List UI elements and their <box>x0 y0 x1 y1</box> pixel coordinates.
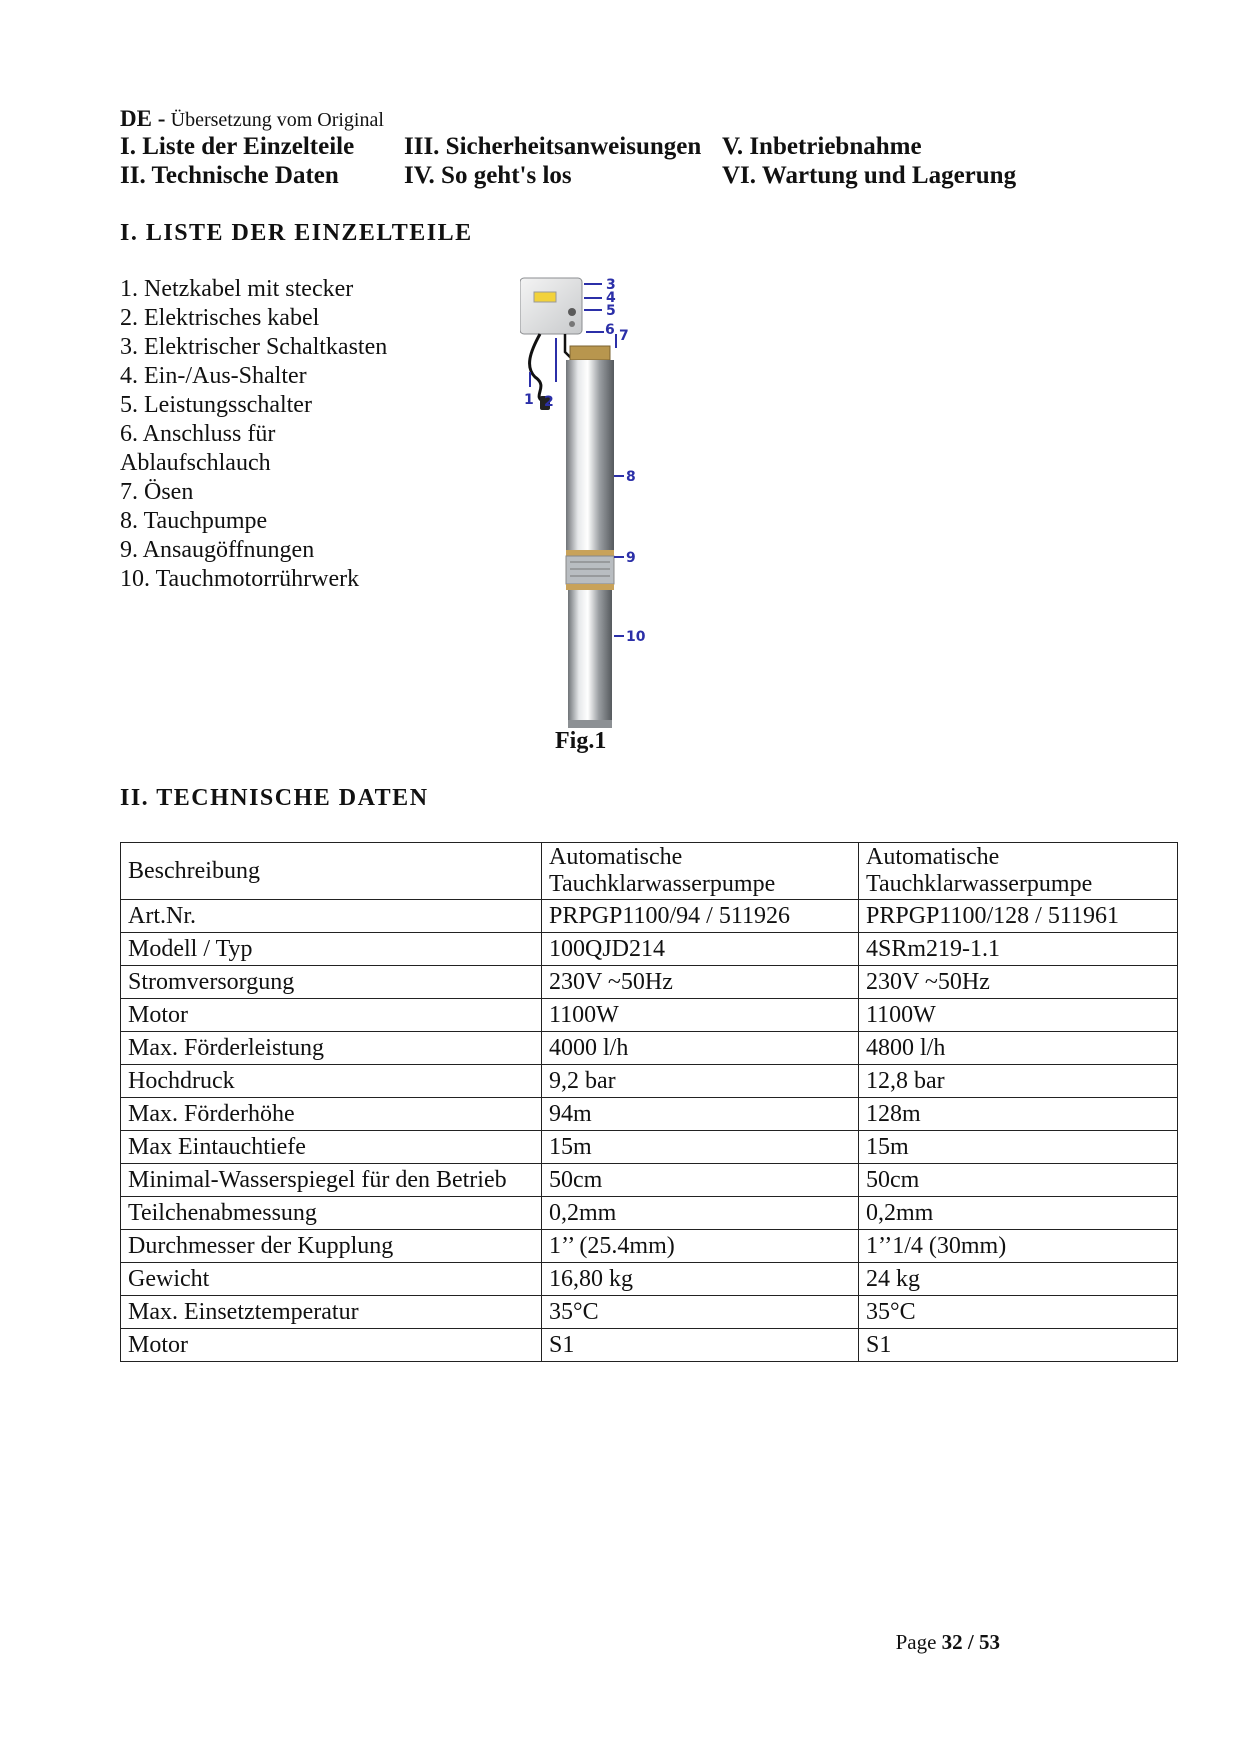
toc-item-5: V. Inbetriebnahme <box>722 133 922 160</box>
table-cell: Gewicht <box>121 1263 542 1296</box>
table-row <box>121 1263 1178 1296</box>
table-cell: Automatische Tauchklarwasserpumpe <box>859 843 1178 900</box>
translation-note: Übersetzung vom Original <box>170 109 384 131</box>
table-cell: 1’’1/4 (30mm) <box>859 1230 1178 1263</box>
language-code: DE - <box>120 106 166 131</box>
table-cell: 16,80 kg <box>542 1263 859 1296</box>
switch <box>568 308 576 316</box>
table-cell: Automatische Tauchklarwasserpumpe <box>542 843 859 900</box>
figure-label: 5 <box>606 303 616 319</box>
table-row <box>121 1329 1178 1362</box>
table-cell: 100QJD214 <box>542 933 859 966</box>
table-row <box>121 843 1178 900</box>
table-cell: 50cm <box>542 1164 859 1197</box>
table-row <box>121 900 1178 933</box>
table-cell: Art.Nr. <box>121 900 542 933</box>
language-line <box>120 106 384 132</box>
toc-item-1: I. Liste der Einzelteile <box>120 133 355 160</box>
motor-body <box>568 590 612 720</box>
section-heading-specs: II. TECHNISCHE DATEN <box>120 785 429 811</box>
page-word: Page <box>895 1630 937 1654</box>
figure-label: 4 <box>606 290 616 306</box>
table-row <box>121 1164 1178 1197</box>
table-cell: 50cm <box>859 1164 1178 1197</box>
table-row <box>121 966 1178 999</box>
table-row <box>121 1197 1178 1230</box>
table-cell: 4SRm219-1.1 <box>859 933 1178 966</box>
table-cell: 94m <box>542 1098 859 1131</box>
list-item: 5. Leistungsschalter <box>120 392 312 418</box>
table-row <box>121 1032 1178 1065</box>
table-cell: Stromversorgung <box>121 966 542 999</box>
table-cell: 230V ~50Hz <box>859 966 1178 999</box>
table-cell: 1’’ (25.4mm) <box>542 1230 859 1263</box>
list-item: 10. Tauchmotorrührwerk <box>120 566 360 592</box>
page-number <box>896 1630 1000 1655</box>
table-row <box>121 933 1178 966</box>
figure-label: 8 <box>626 469 636 485</box>
table-cell: 128m <box>859 1098 1178 1131</box>
toc-item-6: VI. Wartung und Lagerung <box>722 162 1017 189</box>
table-cell: 15m <box>859 1131 1178 1164</box>
parts-list <box>120 275 480 594</box>
list-item: 8. Tauchpumpe <box>120 508 268 534</box>
table-row <box>121 1296 1178 1329</box>
figure-label: 9 <box>626 550 636 566</box>
figure-label: 10 <box>626 629 646 645</box>
table-cell: Durchmesser der Kupplung <box>121 1230 542 1263</box>
outlet-brass <box>570 346 610 360</box>
table-cell: 12,8 bar <box>859 1065 1178 1098</box>
table-cell: Motor <box>121 1329 542 1362</box>
pump-body <box>566 360 614 550</box>
table-cell: 0,2mm <box>542 1197 859 1230</box>
table-cell: Max. Förderhöhe <box>121 1098 542 1131</box>
intake-screen <box>566 556 614 584</box>
table-cell: 4000 l/h <box>542 1032 859 1065</box>
table-cell: S1 <box>859 1329 1178 1362</box>
figure-label: 7 <box>619 328 629 344</box>
list-item: 1. Netzkabel mit stecker <box>120 276 354 302</box>
section-heading-parts: I. LISTE DER EINZELTEILE <box>120 220 473 246</box>
band <box>566 584 614 590</box>
table-cell: 1100W <box>542 999 859 1032</box>
figure-label: 1 <box>524 392 534 408</box>
list-item: 7. Ösen <box>120 479 194 505</box>
toc-item-4: IV. So geht's los <box>404 162 572 189</box>
pump-figure <box>520 272 670 732</box>
table-cell: 35°C <box>542 1296 859 1329</box>
table-cell: 15m <box>542 1131 859 1164</box>
table-cell: Beschreibung <box>121 843 542 900</box>
page-current: 32 <box>941 1630 963 1654</box>
table-cell: Motor <box>121 999 542 1032</box>
page-separator: / <box>967 1630 974 1654</box>
list-item: 2. Elektrisches kabel <box>120 305 320 331</box>
table-cell: 9,2 bar <box>542 1065 859 1098</box>
table-cell: Minimal-Wasserspiegel für den Betrieb <box>121 1164 542 1197</box>
control-box-label <box>534 292 556 302</box>
figure-label: 6 <box>605 322 615 338</box>
table-cell: 0,2mm <box>859 1197 1178 1230</box>
table-cell: S1 <box>542 1329 859 1362</box>
table-row <box>121 1131 1178 1164</box>
figure-label: 3 <box>606 277 616 293</box>
list-item: 9. Ansaugöffnungen <box>120 537 315 563</box>
figure-label: 2 <box>544 394 554 410</box>
table-cell: 230V ~50Hz <box>542 966 859 999</box>
table-cell: 1100W <box>859 999 1178 1032</box>
list-item: 4. Ein-/Aus-Shalter <box>120 363 307 389</box>
toc-item-2: II. Technische Daten <box>120 162 339 189</box>
band <box>566 550 614 556</box>
page-total: 53 <box>979 1630 1000 1654</box>
table-cell: Max. Einsetztemperatur <box>121 1296 542 1329</box>
motor-base <box>568 720 612 728</box>
breaker <box>569 321 575 327</box>
table-row <box>121 1230 1178 1263</box>
table-cell: 24 kg <box>859 1263 1178 1296</box>
table-cell: Teilchenabmessung <box>121 1197 542 1230</box>
list-item: 3. Elektrischer Schaltkasten <box>120 334 388 360</box>
table-cell: PRPGP1100/128 / 511961 <box>859 900 1178 933</box>
table-cell: Max Eintauchtiefe <box>121 1131 542 1164</box>
table-cell: Max. Förderleistung <box>121 1032 542 1065</box>
table-cell: Modell / Typ <box>121 933 542 966</box>
figure-caption: Fig.1 <box>555 728 607 754</box>
table-cell: 35°C <box>859 1296 1178 1329</box>
specs-table <box>120 842 1178 1362</box>
list-item: 6. Anschluss für Ablaufschlauch <box>120 421 276 476</box>
table-row <box>121 999 1178 1032</box>
table-cell: Hochdruck <box>121 1065 542 1098</box>
table-cell: 4800 l/h <box>859 1032 1178 1065</box>
table-row <box>121 1065 1178 1098</box>
table-row <box>121 1098 1178 1131</box>
toc-item-3: III. Sicherheitsanweisungen <box>404 133 702 160</box>
table-cell: PRPGP1100/94 / 511926 <box>542 900 859 933</box>
